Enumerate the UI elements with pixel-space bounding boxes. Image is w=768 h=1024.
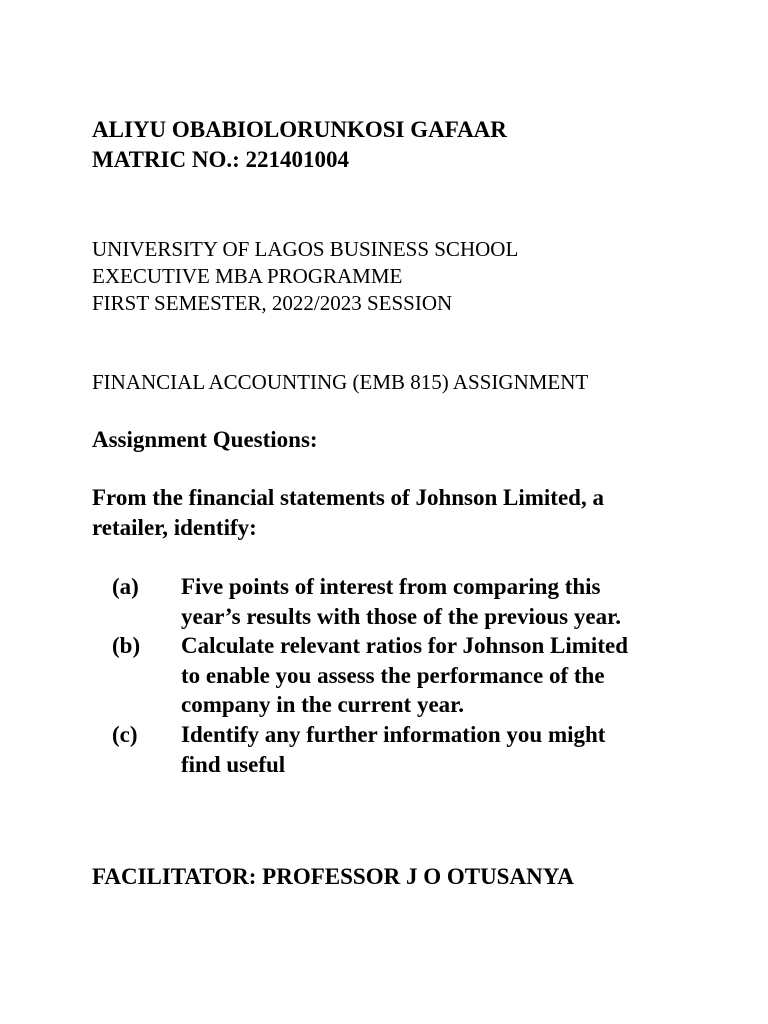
question-text-line: company in the current year. xyxy=(181,692,465,717)
course-title: FINANCIAL ACCOUNTING (EMB 815) ASSIGNMENT xyxy=(92,370,589,394)
question-text-line: to enable you assess the performance of the xyxy=(181,662,605,688)
intro-text-line-1: From the financial statements of Johnson Limited, a xyxy=(92,485,604,510)
question-text xyxy=(181,631,701,720)
question-text-line: Identify any further information you might xyxy=(181,722,606,747)
question-label: (a) xyxy=(112,574,139,599)
question-text-line: Five points of interest from comparing this xyxy=(181,574,601,599)
question-label: (c) xyxy=(112,722,138,747)
question-text xyxy=(181,572,701,631)
question-text-line: find useful xyxy=(181,751,286,777)
student-name: ALIYU OBABIOLORUNKOSI GAFAAR xyxy=(92,117,507,142)
facilitator-name: FACILITATOR: PROFESSOR J O OTUSANYA xyxy=(92,864,574,889)
intro-text-line-2: retailer, identify: xyxy=(92,515,257,540)
question-text-line: Calculate relevant ratios for Johnson Limited xyxy=(181,633,628,658)
question-text xyxy=(181,720,701,779)
question-text-line: year’s results with those of the previous year. xyxy=(181,603,621,629)
programme-name: EXECUTIVE MBA PROGRAMME xyxy=(92,264,403,288)
matric-number: MATRIC NO.: 221401004 xyxy=(92,147,350,172)
question-label: (b) xyxy=(112,633,141,658)
school-name: UNIVERSITY OF LAGOS BUSINESS SCHOOL xyxy=(92,237,519,261)
session-info: FIRST SEMESTER, 2022/2023 SESSION xyxy=(92,291,453,315)
assignment-heading: Assignment Questions: xyxy=(92,427,318,452)
